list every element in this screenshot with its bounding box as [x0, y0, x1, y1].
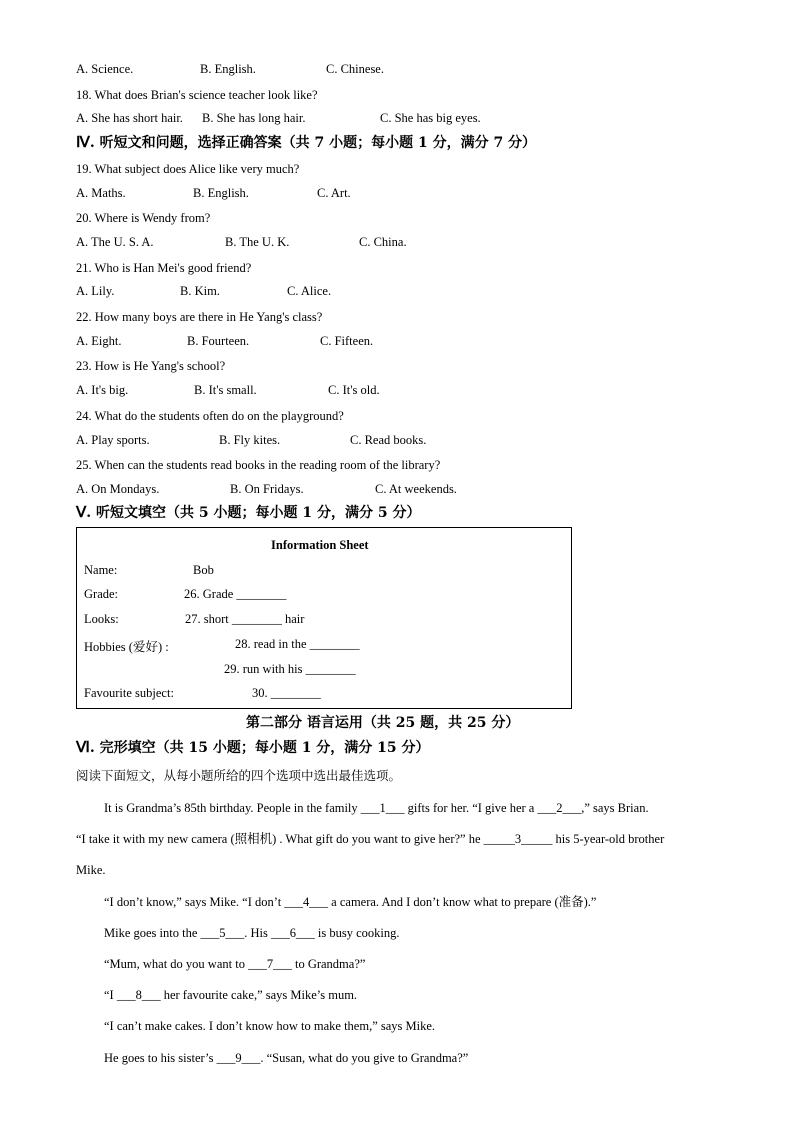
- name-value: Bob: [193, 563, 214, 577]
- subject-blank: 30. ________: [252, 686, 321, 700]
- section-4-heading: Ⅳ. 听短文和问题，选择正确答案（共 7 小题；每小题 1 分，满分 7 分）: [76, 135, 537, 151]
- q25-question: 25. When can the students read books in the reading room of the library?: [76, 458, 441, 472]
- q21-question: 21. Who is Han Mei's good friend?: [76, 261, 252, 275]
- q18-option-a: A. She has short hair.: [76, 111, 183, 125]
- q19-option-b: B. English.: [193, 186, 249, 200]
- name-label: Name:: [84, 563, 118, 577]
- blank-7: ___7___: [248, 957, 292, 971]
- q23-question: 23. How is He Yang's school?: [76, 359, 226, 373]
- q21-option-c: C. Alice.: [287, 284, 332, 298]
- passage-line-2: “I take it with my new camera (照相机) . What gift do you want to give her?” he _____3_____ his 5-year-old brother: [76, 832, 665, 846]
- cloze-instruction: 阅读下面短文，从每小题所给的四个选项中选出最佳选项。: [76, 768, 402, 783]
- passage-line-6: “Mum, what do you want to ___7___ to Grandma?”: [104, 957, 366, 971]
- q24-option-a: A. Play sports.: [76, 433, 150, 447]
- q18-option-b: B. She has long hair.: [202, 111, 306, 125]
- q20-option-b: B. The U. K.: [225, 235, 290, 249]
- q18-question: 18. What does Brian's science teacher look like?: [76, 88, 318, 102]
- passage-line-3: Mike.: [76, 863, 106, 877]
- q23-option-b: B. It's small.: [194, 383, 257, 397]
- blank-6: ___6___: [271, 926, 315, 940]
- blank-5: ___5___: [200, 926, 245, 940]
- q24-question: 24. What do the students often do on the playground?: [76, 409, 344, 423]
- looks-label: Looks:: [84, 612, 119, 626]
- q22-option-a: A. Eight.: [76, 334, 122, 348]
- q25-option-a: A. On Mondays.: [76, 482, 160, 496]
- hobbies-label: Hobbies (爱好) :: [84, 640, 169, 654]
- passage-line-8: “I can’t make cakes. I don’t know how to make them,” says Mike.: [104, 1019, 436, 1033]
- passage-line-1: It is Grandma’s 85th birthday. People in the family ___1___ gifts for her. “I give her a ___2___,” says Brian.: [104, 801, 649, 815]
- q21-option-b: B. Kim.: [180, 284, 220, 298]
- q21-option-a: A. Lily.: [76, 284, 115, 298]
- part-2-heading: 第二部分 语言运用（共 25 题，共 25 分）: [246, 715, 520, 731]
- q22-option-b: B. Fourteen.: [187, 334, 250, 348]
- blank-8: ___8___: [116, 988, 161, 1002]
- q17-option-b: B. English.: [200, 62, 256, 76]
- q20-option-a: A. The U. S. A.: [76, 235, 154, 249]
- blank-9: ___9___: [216, 1051, 261, 1065]
- q23-option-a: A. It's big.: [76, 383, 129, 397]
- q22-question: 22. How many boys are there in He Yang's class?: [76, 310, 323, 324]
- q19-option-a: A. Maths.: [76, 186, 126, 200]
- q19-option-c: C. Art.: [317, 186, 351, 200]
- passage-line-9: He goes to his sister’s ___9___. “Susan, what do you give to Grandma?”: [104, 1051, 469, 1065]
- blank-3: _____3_____: [483, 832, 553, 846]
- blank-2: ___2___: [537, 801, 582, 815]
- grade-blank: 26. Grade ________: [184, 587, 287, 601]
- q17-option-c: C. Chinese.: [326, 62, 384, 76]
- looks-blank: 27. short ________ hair: [185, 612, 305, 626]
- hobbies-blank-2: 29. run with his ________: [224, 662, 356, 676]
- q17-option-a: A. Science.: [76, 62, 134, 76]
- information-sheet: [76, 527, 572, 709]
- q18-option-c: C. She has big eyes.: [380, 111, 481, 125]
- q20-option-c: C. China.: [359, 235, 407, 249]
- q25-option-c: C. At weekends.: [375, 482, 457, 496]
- q24-option-b: B. Fly kites.: [219, 433, 281, 447]
- section-5-heading: Ⅴ. 听短文填空（共 5 小题；每小题 1 分，满分 5 分）: [76, 505, 421, 521]
- q20-question: 20. Where is Wendy from?: [76, 211, 211, 225]
- section-6-heading: Ⅵ. 完形填空（共 15 小题；每小题 1 分，满分 15 分）: [76, 740, 430, 756]
- subject-label: Favourite subject:: [84, 686, 174, 700]
- grade-label: Grade:: [84, 587, 119, 601]
- q23-option-c: C. It's old.: [328, 383, 380, 397]
- q22-option-c: C. Fifteen.: [320, 334, 374, 348]
- blank-4: ___4___: [284, 895, 329, 909]
- hobbies-blank-1: 28. read in the ________: [235, 637, 360, 651]
- passage-line-7: “I ___8___ her favourite cake,” says Mike’s mum.: [104, 988, 358, 1002]
- passage-line-4: “I don’t know,” says Mike. “I don’t ___4___ a camera. And I don’t know what to prepare (准备).”: [104, 895, 597, 909]
- information-sheet-title: Information Sheet: [271, 538, 369, 552]
- q25-option-b: B. On Fridays.: [230, 482, 304, 496]
- passage-line-5: Mike goes into the ___5___. His ___6___ is busy cooking.: [104, 926, 400, 940]
- blank-1: ___1___: [360, 801, 405, 815]
- q24-option-c: C. Read books.: [350, 433, 427, 447]
- q19-question: 19. What subject does Alice like very much?: [76, 162, 300, 176]
